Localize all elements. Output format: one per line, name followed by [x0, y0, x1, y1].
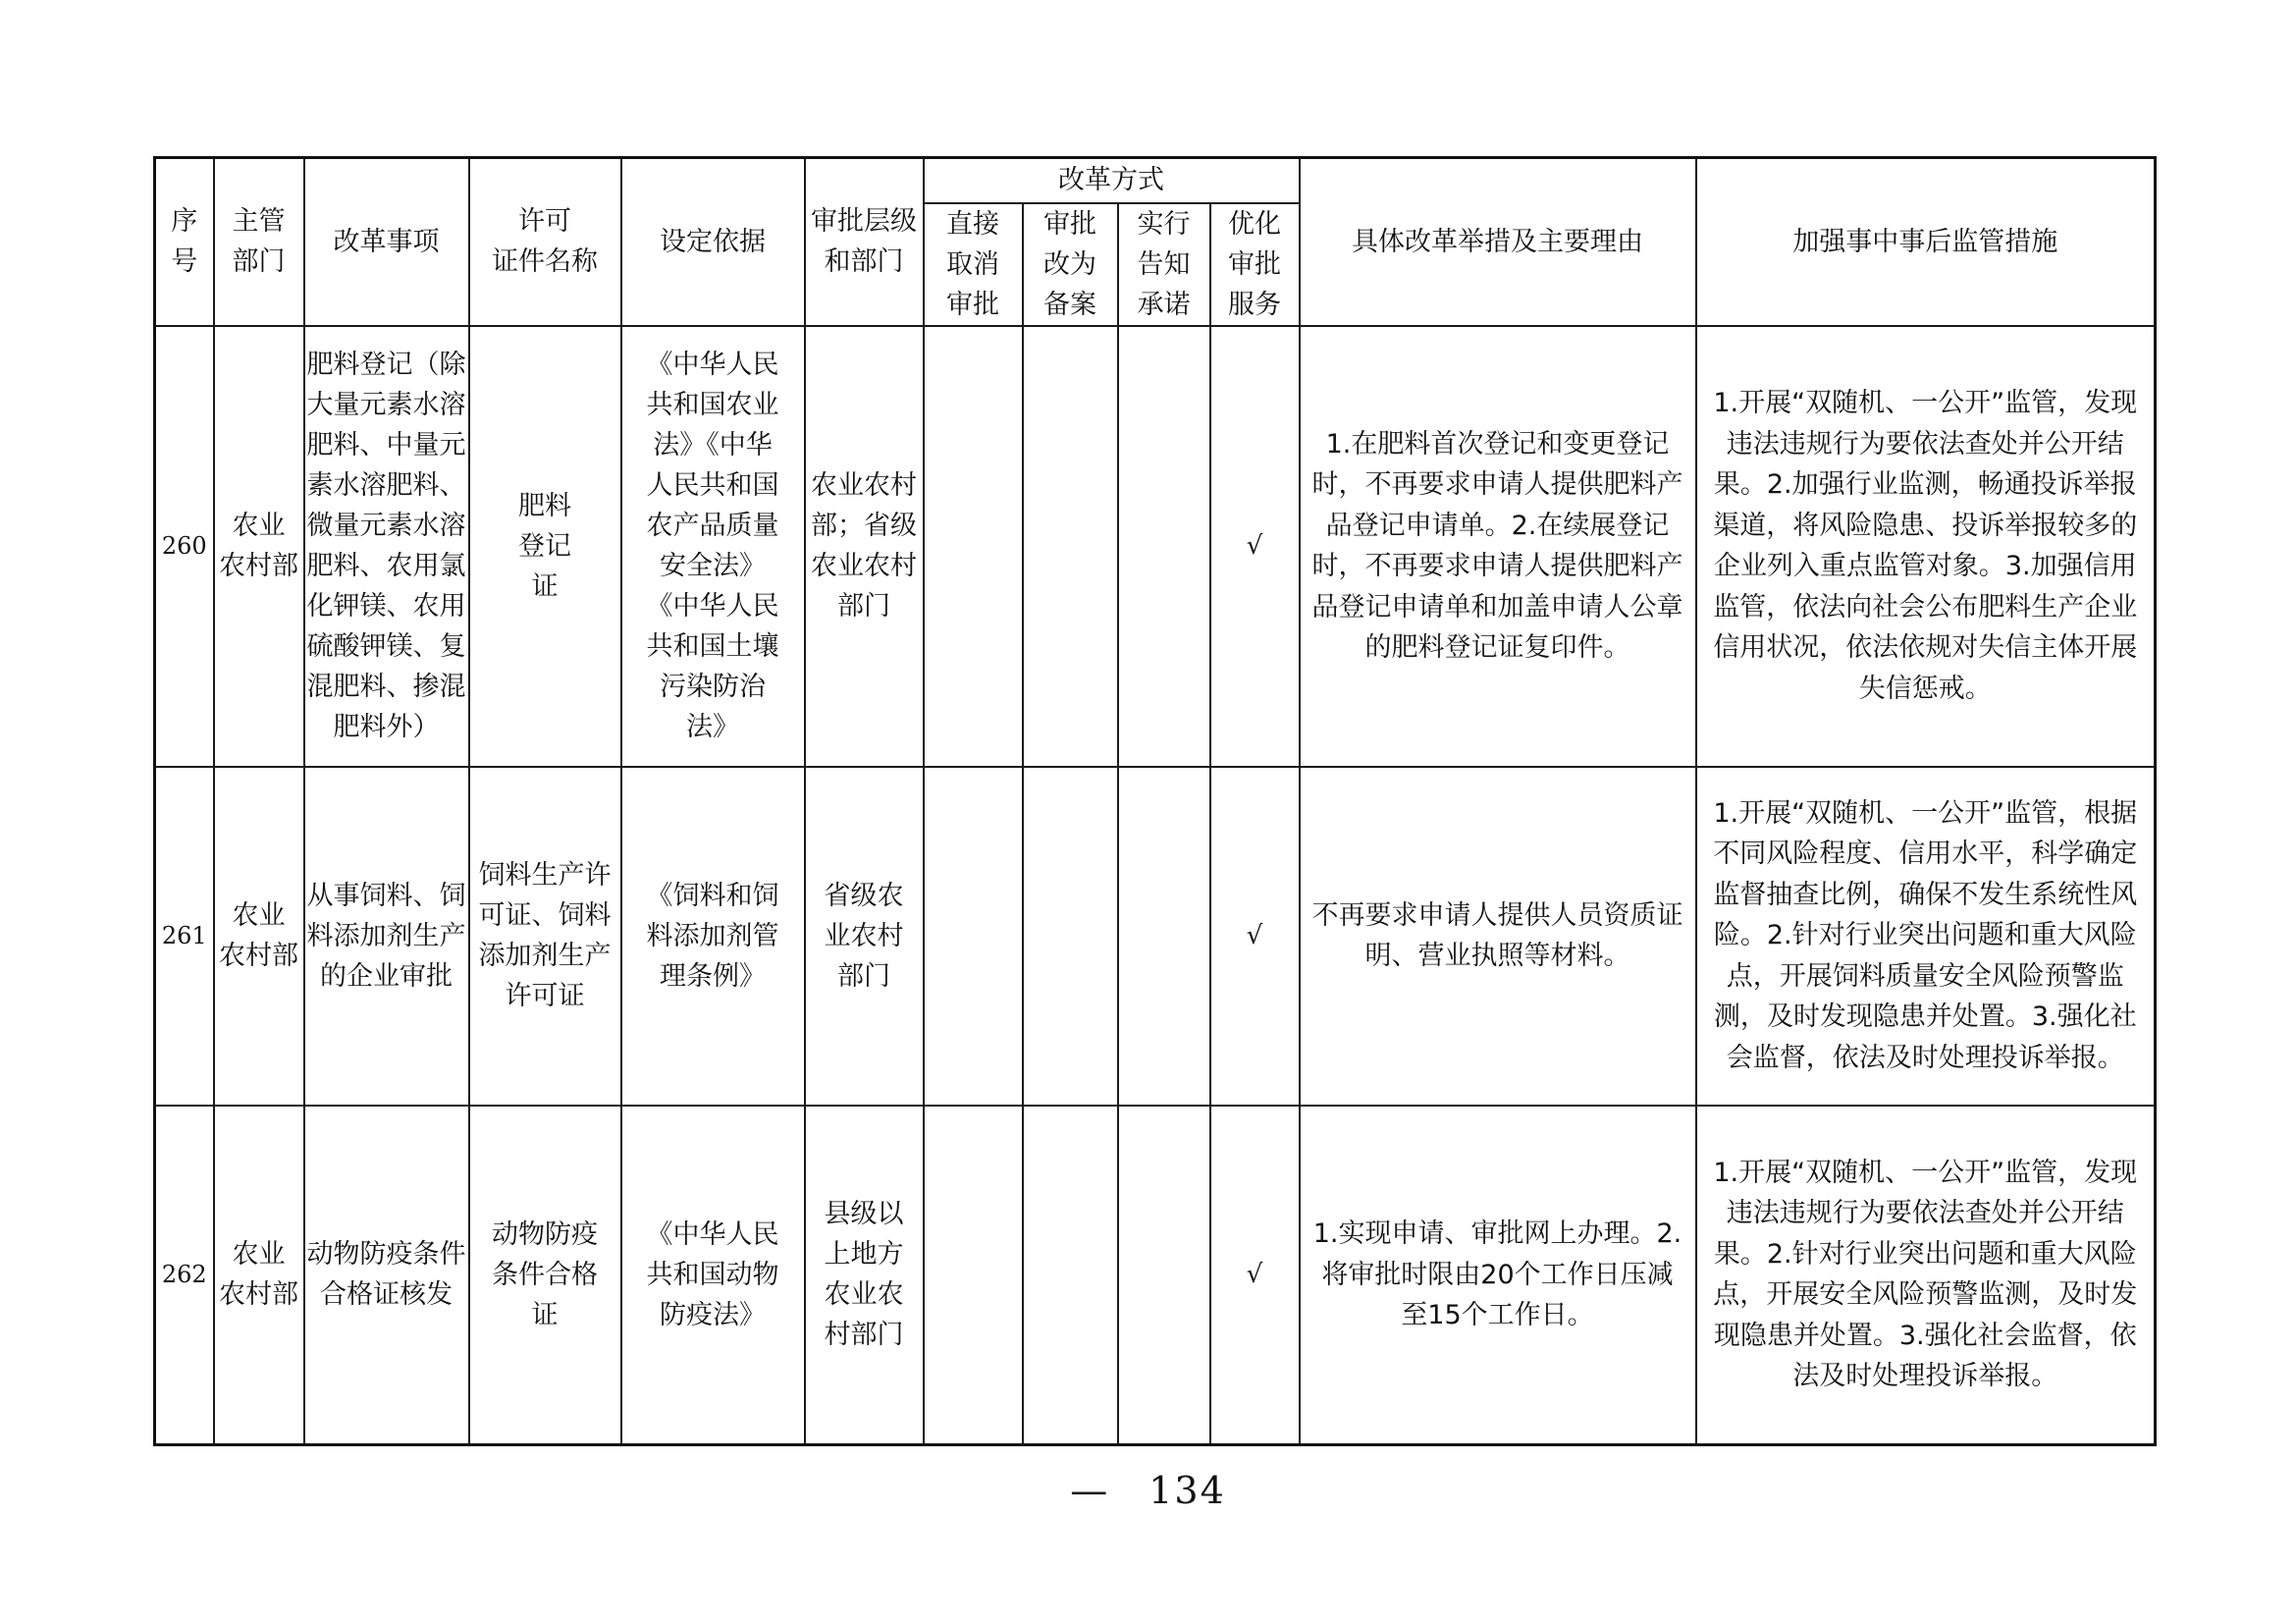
row-item: 肥料登记（除大量元素水溶肥料、中量元素水溶肥料、微量元素水溶肥料、农用氯化钾镁、农用硫酸钾镁、复混肥料、掺混肥料外）	[304, 326, 469, 767]
row-dept: 农业 农村部	[214, 326, 304, 767]
row-mode-optimize: √	[1210, 1106, 1300, 1445]
row-mode-filing	[1023, 326, 1118, 767]
header-mode-notify: 实行 告知 承诺	[1118, 203, 1210, 326]
page-dash: —	[1070, 1469, 1110, 1512]
row-supervision: 1.开展“双随机、一公开”监管，根据不同风险程度、信用水平，科学确定监督抽查比例，确保不发生系统性风险。2.针对行业突出问题和重大风险点，开展饲料质量安全风险预警监测，及时发现隐患并处置。3.强化社会监督，依法及时处理投诉举报。	[1696, 767, 2156, 1106]
row-mode-notify	[1118, 767, 1210, 1106]
row-basis: 《中华人民共和国农业法》《中华人民共和国农产品质量安全法》《中华人民共和国土壤污染防治法》	[621, 326, 805, 767]
row-dept: 农业 农村部	[214, 1106, 304, 1445]
row-mode-optimize: √	[1210, 767, 1300, 1106]
row-license: 肥料登记证	[469, 326, 621, 767]
row-mode-cancel	[924, 326, 1023, 767]
row-mode-notify	[1118, 1106, 1210, 1445]
header-mode-optimize: 优化 审批 服务	[1210, 203, 1300, 326]
row-seq: 262	[155, 1106, 214, 1445]
row-license: 饲料生产许可证、饲料添加剂生产许可证	[469, 767, 621, 1106]
row-item: 从事饲料、饲料添加剂生产的企业审批	[304, 767, 469, 1106]
row-mode-filing	[1023, 767, 1118, 1106]
row-basis: 《饲料和饲料添加剂管理条例》	[621, 767, 805, 1106]
row-seq: 260	[155, 326, 214, 767]
header-seq: 序 号	[155, 158, 214, 326]
header-item: 改革事项	[304, 158, 469, 326]
row-license: 动物防疫条件合格证	[469, 1106, 621, 1445]
reform-table	[153, 156, 2157, 1446]
row-level: 省级农业农村部门	[805, 767, 924, 1106]
header-license: 许可 证件名称	[469, 158, 621, 326]
header-mode-group: 改革方式	[924, 158, 1300, 203]
row-mode-filing	[1023, 1106, 1118, 1445]
table-row	[155, 767, 2156, 1106]
header-mode-filing: 审批 改为 备案	[1023, 203, 1118, 326]
row-dept: 农业 农村部	[214, 767, 304, 1106]
row-item: 动物防疫条件合格证核发	[304, 1106, 469, 1445]
row-mode-optimize: √	[1210, 326, 1300, 767]
row-seq: 261	[155, 767, 214, 1106]
header-mode-cancel: 直接 取消 审批	[924, 203, 1023, 326]
row-measures: 1.在肥料首次登记和变更登记时，不再要求申请人提供肥料产品登记申请单。2.在续展登记时，不再要求申请人提供肥料产品登记申请单和加盖申请人公章的肥料登记证复印件。	[1300, 326, 1696, 767]
page-number	[0, 1469, 2296, 1512]
header-dept: 主管 部门	[214, 158, 304, 326]
header-basis: 设定依据	[621, 158, 805, 326]
table-row	[155, 1106, 2156, 1445]
row-measures: 不再要求申请人提供人员资质证明、营业执照等材料。	[1300, 767, 1696, 1106]
row-supervision: 1.开展“双随机、一公开”监管，发现违法违规行为要依法查处并公开结果。2.加强行业监测，畅通投诉举报渠道，将风险隐患、投诉举报较多的企业列入重点监管对象。3.加强信用监管，依法向社会公布肥料生产企业信用状况，依法依规对失信主体开展失信惩戒。	[1696, 326, 2156, 767]
row-mode-cancel	[924, 1106, 1023, 1445]
table-row	[155, 326, 2156, 767]
page-number-value: 134	[1148, 1469, 1226, 1512]
row-level: 农业农村部；省级农业农村部门	[805, 326, 924, 767]
row-level: 县级以上地方农业农村部门	[805, 1106, 924, 1445]
header-level: 审批层级 和部门	[805, 158, 924, 326]
header-measures: 具体改革举措及主要理由	[1300, 158, 1696, 326]
row-supervision: 1.开展“双随机、一公开”监管，发现违法违规行为要依法查处并公开结果。2.针对行业突出问题和重大风险点，开展安全风险预警监测，及时发现隐患并处置。3.强化社会监督，依法及时处理投诉举报。	[1696, 1106, 2156, 1445]
row-measures: 1.实现申请、审批网上办理。2.将审批时限由20个工作日压减至15个工作日。	[1300, 1106, 1696, 1445]
header-supervision: 加强事中事后监管措施	[1696, 158, 2156, 326]
row-basis: 《中华人民共和国动物防疫法》	[621, 1106, 805, 1445]
row-mode-notify	[1118, 326, 1210, 767]
row-mode-cancel	[924, 767, 1023, 1106]
